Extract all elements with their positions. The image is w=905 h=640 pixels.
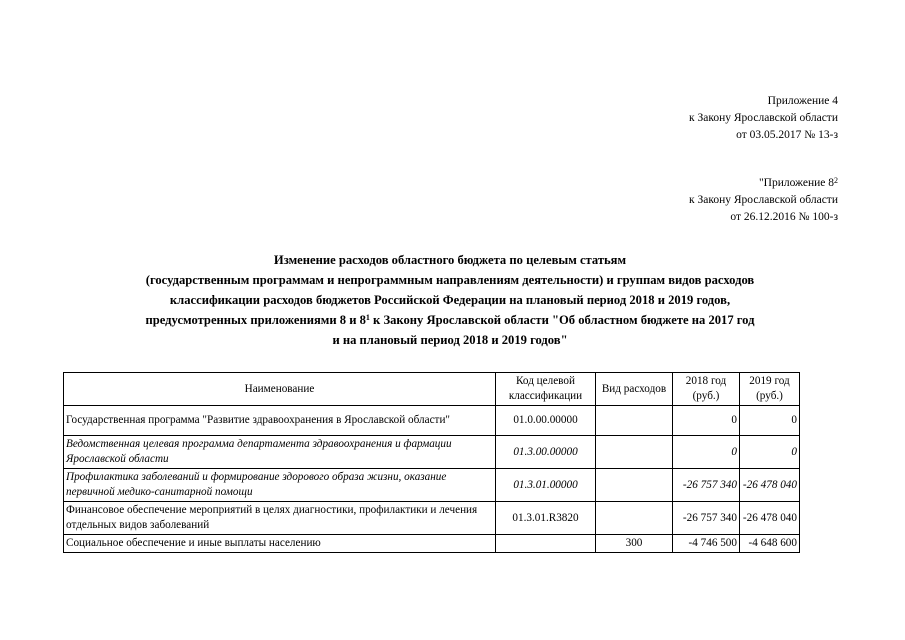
row-2019: 0: [740, 436, 800, 469]
table-row: [64, 469, 800, 502]
row-2018: 0: [673, 406, 740, 436]
row-name: Ведомственная целевая программа департамента здравоохранения и фармации Ярославской области: [64, 436, 496, 469]
row-vid: [596, 469, 673, 502]
row-2018: -26 757 340: [673, 469, 740, 502]
header-code: Код целевой классификации: [496, 373, 596, 406]
appendix-2-line1: [689, 175, 838, 192]
document-title: [40, 250, 860, 350]
header-name: Наименование: [64, 373, 496, 406]
appendix-2-line1-sup: 2: [834, 176, 838, 185]
row-code: 01.3.01.R3820: [496, 502, 596, 535]
appendix-1-line1: Приложение 4: [767, 95, 838, 107]
title-line2: (государственным программам и непрограммным направлениям деятельности) и группам видов расходов: [145, 273, 755, 287]
header-vid: Вид расходов: [596, 373, 673, 406]
appendix-reference-1: [689, 93, 838, 144]
row-code: 01.3.00.00000: [496, 436, 596, 469]
table-header-row: [64, 373, 800, 406]
table-row: [64, 535, 800, 553]
budget-table: [63, 372, 800, 553]
row-2018: 0: [673, 436, 740, 469]
title-line4-pre: предусмотренных приложениями 8 и 8: [145, 313, 366, 327]
title-line1: Изменение расходов областного бюджета по целевым статьям: [273, 253, 627, 267]
row-2019: -26 478 040: [740, 469, 800, 502]
appendix-2-line2: к Закону Ярославской области: [689, 194, 838, 206]
row-2019: -4 648 600: [740, 535, 800, 553]
row-name: Финансовое обеспечение мероприятий в целях диагностики, профилактики и лечения отдельных видов заболеваний: [64, 502, 496, 535]
header-2019: 2019 год (руб.): [740, 373, 800, 406]
row-vid: [596, 502, 673, 535]
appendix-1-line3: от 03.05.2017 № 13-з: [736, 129, 838, 141]
title-line3: классификации расходов бюджетов Российской Федерации на плановый период 2018 и 2019 годов,: [169, 293, 731, 307]
row-code: [496, 535, 596, 553]
row-name: Социальное обеспечение и иные выплаты населению: [64, 535, 496, 553]
row-name: Профилактика заболеваний и формирование здорового образа жизни, оказание первичной медико-санитарной помощи: [64, 469, 496, 502]
row-name: Государственная программа "Развитие здравоохранения в Ярославской области": [64, 406, 496, 436]
table-row: [64, 406, 800, 436]
row-2019: -26 478 040: [740, 502, 800, 535]
row-2018: -4 746 500: [673, 535, 740, 553]
table-row: [64, 502, 800, 535]
appendix-2-line1-main: "Приложение 8: [758, 177, 834, 189]
title-line5: и на плановый период 2018 и 2019 годов": [332, 333, 568, 347]
row-vid: 300: [596, 535, 673, 553]
row-2019: 0: [740, 406, 800, 436]
row-code: 01.3.01.00000: [496, 469, 596, 502]
row-vid: [596, 406, 673, 436]
table-row: [64, 436, 800, 469]
appendix-reference-2: [689, 175, 838, 226]
title-line4: [40, 310, 860, 330]
row-2018: -26 757 340: [673, 502, 740, 535]
title-line4-sup: 1: [365, 313, 370, 322]
appendix-2-line3: от 26.12.2016 № 100-з: [730, 211, 838, 223]
row-code: 01.0.00.00000: [496, 406, 596, 436]
row-vid: [596, 436, 673, 469]
header-2018: 2018 год (руб.): [673, 373, 740, 406]
title-line4-post: к Закону Ярославской области "Об областном бюджете на 2017 год: [369, 313, 755, 327]
appendix-1-line2: к Закону Ярославской области: [689, 112, 838, 124]
